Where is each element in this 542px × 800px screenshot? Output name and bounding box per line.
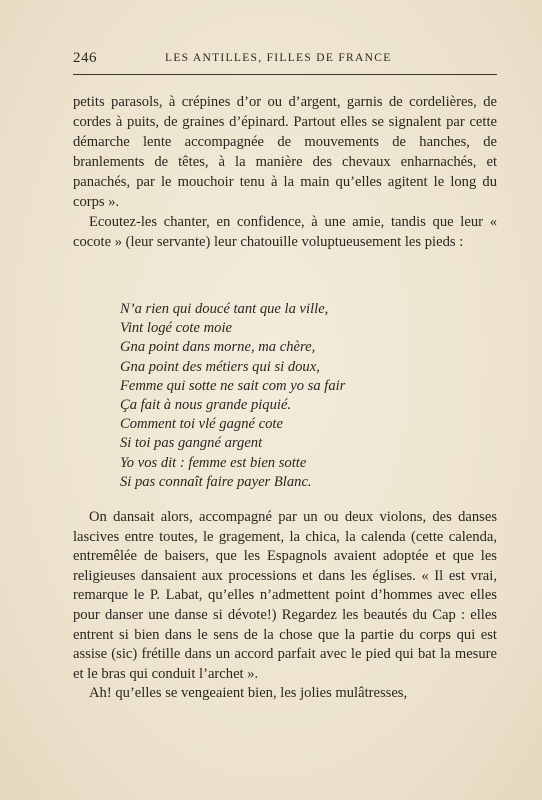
verse-line: Vint logé cote moie bbox=[120, 320, 232, 337]
header-rule bbox=[73, 74, 497, 75]
verse-line: Si pas connaît faire payer Blanc. bbox=[120, 473, 312, 490]
page-header bbox=[73, 50, 497, 70]
body-text-bottom bbox=[73, 508, 497, 704]
verse-line: Gna point des métiers qui si doux, bbox=[120, 358, 320, 375]
verse-block bbox=[120, 300, 480, 492]
verse-line: Femme qui sotte ne sait com yo sa fair bbox=[120, 377, 346, 394]
verse-line: Gna point dans morne, ma chère, bbox=[120, 339, 316, 356]
paragraph: petits parasols, à crépines d’or ou d’argent, garnis de cordelières, de cordes à puits, de graines d’épinard. Partout elles se signalent par cette démarche lente accompagnée de mouvements de hanches, de branlements de têtes, à la manière des chevaux enharnachés, et panachés, par le mouchoir tenu à la main qu’elles agitent le long du corps ». bbox=[73, 94, 497, 210]
verse-line: Comment toi vlé gagné cote bbox=[120, 416, 283, 433]
body-text-top bbox=[73, 92, 497, 252]
verse-line: Ça fait à nous grande piquié. bbox=[120, 397, 292, 414]
verse-line: Yo vos dit : femme est bien sotte bbox=[120, 454, 307, 471]
verse-line: Si toi pas gangné argent bbox=[120, 435, 263, 452]
running-head: LES ANTILLES, FILLES DE FRANCE bbox=[165, 52, 392, 64]
paragraph: Ah! qu’elles se vengeaient bien, les jolies mulâtresses, bbox=[89, 685, 408, 702]
page-number: 246 bbox=[73, 50, 97, 66]
paragraph: On dansait alors, accompagné par un ou deux violons, des danses lascives entre toutes, le gragement, la chica, la calenda (cette calenda, entremêlée de baisers, que les Espagnols avaient adoptée et que les religieuses dansaient aux processions et dans les églises. « Il est vrai, remarque le P. Labat, qu’elles n’admettent point d’hommes avec elles pour danser une danse si dévote!) Regardez les beautés du Cap : elles entrent si bien dans le sens de la chose que la partie du corps qui est assise (sic) frétille dans un accord parfait avec le pied qui bat la mesure et le bras qui conduit l’archet ». bbox=[73, 509, 497, 682]
paragraph: Ecoutez-les chanter, en confidence, à une amie, tandis que leur « cocote » (leur servante) leur chatouille voluptueusement les pieds : bbox=[73, 214, 497, 250]
verse-line: N’a rien qui doucé tant que la ville, bbox=[120, 301, 329, 317]
